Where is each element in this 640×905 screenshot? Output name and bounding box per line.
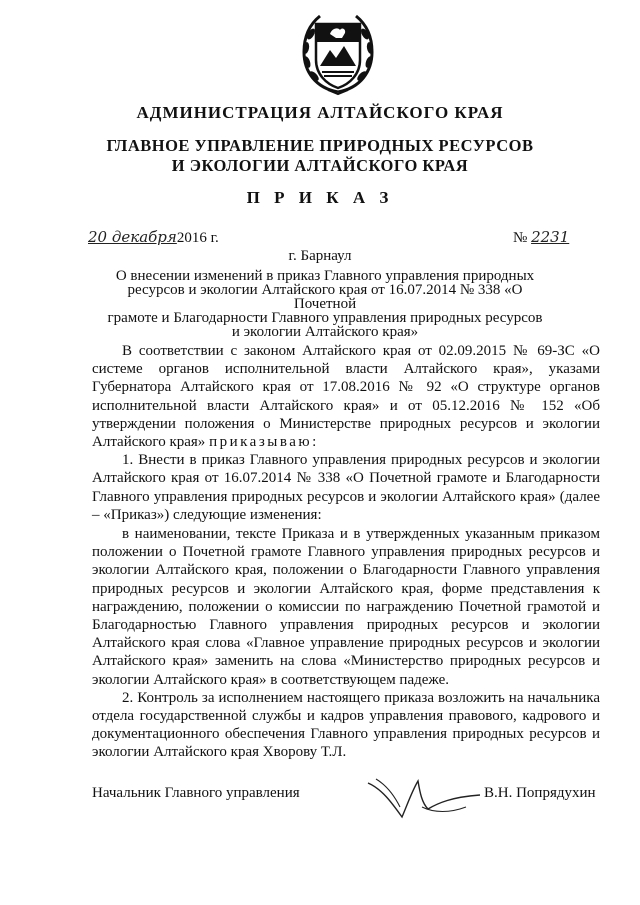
document-body bbox=[92, 342, 600, 762]
document-number bbox=[513, 228, 569, 247]
preamble-text: В соответствии с законом Алтайского края от 02.09.2015 № 69-ЗС «О системе органов исполнительной власти Алтайского края», указами Губернатора Алтайского края от 17.08.2016 № 92 «О структуре органов исполнительной власти Алтайского края» и от 05.12.2016 № 152 «Об утверждении положения о Министерстве природных ресурсов и экологии Алтайского края» bbox=[92, 343, 600, 451]
subject-line3: грамоте и Благодарности Главного управления природных ресурсов bbox=[107, 310, 543, 326]
item-2-paragraph: 2. Контроль за исполнением настоящего приказа возложить на начальника отдела государственной службы и кадров управления правового, кадрового и документационного обеспечения Главного управления природных ресурсов и экологии Алтайского края Хворову Т.Л. bbox=[92, 689, 600, 761]
subject-line2: ресурсов и экологии Алтайского края от 16.07.2014 № 338 «О Почетной bbox=[127, 282, 523, 312]
preamble-paragraph bbox=[92, 342, 600, 451]
document-date bbox=[88, 228, 219, 247]
administration-title: АДМИНИСТРАЦИЯ АЛТАЙСКОГО КРАЯ bbox=[136, 103, 504, 122]
handwritten-signature-image bbox=[362, 773, 484, 823]
signatory-title: Начальник Главного управления bbox=[92, 785, 300, 801]
department-title-line2: И ЭКОЛОГИИ АЛТАЙСКОГО КРАЯ bbox=[171, 156, 469, 175]
signatory-name: В.Н. Попрядухин bbox=[484, 785, 596, 801]
document-subject bbox=[100, 269, 550, 339]
handwritten-date: 20 декабря bbox=[88, 228, 177, 246]
item-1-detail-paragraph: в наименовании, тексте Приказа и в утвержденных указанным приказом положении о Почетной грамоте Главного управления природных ресурсов и экологии Алтайского края, положении о Благодарности Главного управления природных ресурсов и экологии Алтайского края, форме представления к награждению, положении о комиссии по награждению Почетной грамотой и Благодарностью Главного управления природных ресурсов и экологии Алтайского края слова «Главное управление природных ресурсов и экологии Алтайского края» заменить на слова «Министерство природных ресурсов и экологии Алтайского края» в соответствующем падеже. bbox=[92, 526, 600, 688]
document-city: г. Барнаул bbox=[288, 248, 352, 264]
document-type-title: П Р И К А З bbox=[246, 188, 394, 207]
order-verb: приказываю: bbox=[209, 434, 319, 451]
item-1-paragraph: 1. Внести в приказ Главного управления природных ресурсов и экологии Алтайского края от 16.07.2014 № 338 «О Почетной грамоте и Благодарности Главного управления природных ресурсов и экологии Алтайского края» (далее – «Приказ») следующие изменения: bbox=[92, 452, 600, 523]
department-title bbox=[0, 136, 640, 176]
subject-line4: и экологии Алтайского края» bbox=[231, 324, 419, 340]
number-prefix: № bbox=[513, 230, 528, 246]
date-year: 2016 г. bbox=[176, 230, 219, 246]
handwritten-number: 2231 bbox=[531, 228, 570, 246]
coat-of-arms-icon bbox=[298, 10, 378, 96]
department-title-line1: ГЛАВНОЕ УПРАВЛЕНИЕ ПРИРОДНЫХ РЕСУРСОВ bbox=[106, 136, 534, 155]
subject-line1: О внесении изменений в приказ Главного управления природных bbox=[115, 268, 535, 284]
